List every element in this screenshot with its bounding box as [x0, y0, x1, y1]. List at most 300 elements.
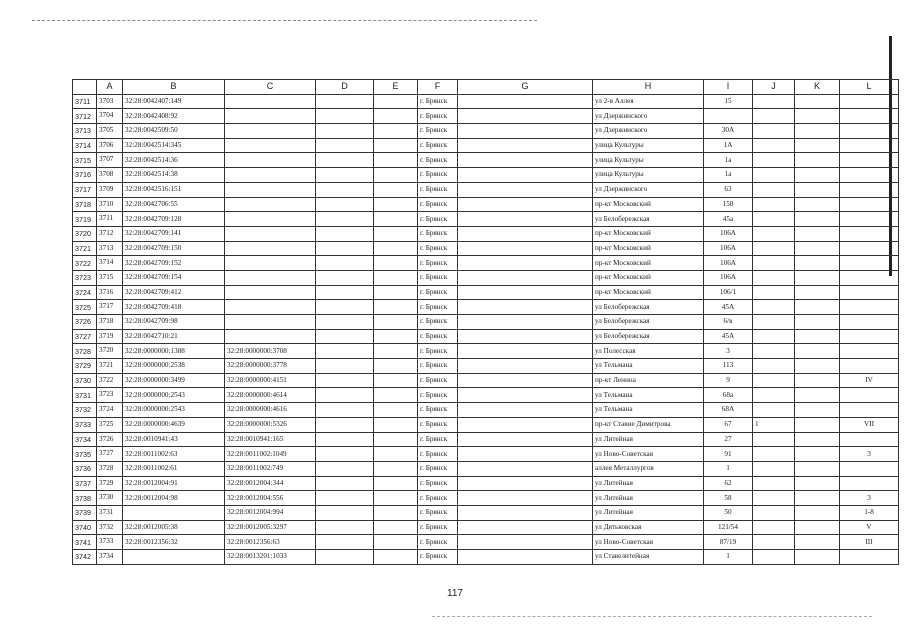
- cell-j[interactable]: [753, 212, 795, 227]
- cell-a[interactable]: 3730: [97, 491, 123, 506]
- cell-h[interactable]: ул Дзержинского: [593, 124, 704, 139]
- cell-l[interactable]: [840, 300, 899, 315]
- cell-j[interactable]: [753, 300, 795, 315]
- cell-i[interactable]: 1а: [704, 153, 753, 168]
- cell-g[interactable]: [458, 505, 593, 520]
- cell-g[interactable]: [458, 535, 593, 550]
- cell-l[interactable]: 1-8: [840, 505, 899, 520]
- cell-e[interactable]: [374, 491, 418, 506]
- cell-j[interactable]: [753, 550, 795, 565]
- cell-j[interactable]: [753, 388, 795, 403]
- cell-g[interactable]: [458, 109, 593, 124]
- cell-h[interactable]: улица Культуры: [593, 153, 704, 168]
- cell-b[interactable]: 32:28:0011002:61: [123, 461, 225, 476]
- cell-e[interactable]: [374, 109, 418, 124]
- cell-j[interactable]: [753, 226, 795, 241]
- cell-l[interactable]: [840, 359, 899, 374]
- cell-e[interactable]: [374, 520, 418, 535]
- cell-c[interactable]: [225, 212, 316, 227]
- cell-h[interactable]: ул Дзержинского: [593, 109, 704, 124]
- cell-b[interactable]: 32:28:0000000:2543: [123, 403, 225, 418]
- cell-e[interactable]: [374, 212, 418, 227]
- cell-i[interactable]: 63: [704, 182, 753, 197]
- cell-i[interactable]: 106/1: [704, 285, 753, 300]
- cell-a[interactable]: 3720: [97, 344, 123, 359]
- cell-e[interactable]: [374, 94, 418, 109]
- cell-k[interactable]: [795, 182, 840, 197]
- cell-e[interactable]: [374, 168, 418, 183]
- row-number-cell[interactable]: 3728: [73, 344, 97, 359]
- cell-b[interactable]: 32:28:0042709:412: [123, 285, 225, 300]
- cell-c[interactable]: [225, 153, 316, 168]
- cell-h[interactable]: ул Тельмана: [593, 388, 704, 403]
- cell-j[interactable]: [753, 285, 795, 300]
- cell-i[interactable]: 3: [704, 344, 753, 359]
- row-number-cell[interactable]: 3714: [73, 138, 97, 153]
- cell-g[interactable]: [458, 344, 593, 359]
- cell-l[interactable]: [840, 153, 899, 168]
- cell-f[interactable]: г. Брянск: [418, 124, 458, 139]
- cell-i[interactable]: 150: [704, 197, 753, 212]
- cell-b[interactable]: 32:28:0012004:98: [123, 491, 225, 506]
- cell-d[interactable]: [316, 168, 374, 183]
- column-header[interactable]: I: [704, 80, 753, 95]
- cell-c[interactable]: [225, 315, 316, 330]
- cell-l[interactable]: [840, 212, 899, 227]
- cell-l[interactable]: [840, 388, 899, 403]
- cell-h[interactable]: ул Дятьковская: [593, 520, 704, 535]
- cell-a[interactable]: 3714: [97, 256, 123, 271]
- cell-a[interactable]: 3719: [97, 329, 123, 344]
- cell-h[interactable]: ул Литейная: [593, 505, 704, 520]
- cell-h[interactable]: ул Дзержинского: [593, 182, 704, 197]
- cell-b[interactable]: 32:28:0012004:91: [123, 476, 225, 491]
- row-number-cell[interactable]: 3717: [73, 182, 97, 197]
- cell-d[interactable]: [316, 226, 374, 241]
- row-number-cell[interactable]: 3718: [73, 197, 97, 212]
- cell-b[interactable]: 32:28:0010941:43: [123, 432, 225, 447]
- cell-g[interactable]: [458, 550, 593, 565]
- cell-d[interactable]: [316, 344, 374, 359]
- cell-k[interactable]: [795, 300, 840, 315]
- cell-a[interactable]: 3707: [97, 153, 123, 168]
- cell-h[interactable]: пр-кт Московский: [593, 226, 704, 241]
- cell-l[interactable]: [840, 182, 899, 197]
- row-number-cell[interactable]: 3725: [73, 300, 97, 315]
- cell-g[interactable]: [458, 388, 593, 403]
- cell-g[interactable]: [458, 520, 593, 535]
- cell-c[interactable]: [225, 300, 316, 315]
- cell-d[interactable]: [316, 109, 374, 124]
- cell-h[interactable]: ул Литейная: [593, 432, 704, 447]
- cell-e[interactable]: [374, 124, 418, 139]
- cell-i[interactable]: 1: [704, 550, 753, 565]
- cell-d[interactable]: [316, 535, 374, 550]
- cell-k[interactable]: [795, 359, 840, 374]
- cell-i[interactable]: 1А: [704, 138, 753, 153]
- cell-d[interactable]: [316, 550, 374, 565]
- cell-i[interactable]: 62: [704, 476, 753, 491]
- cell-e[interactable]: [374, 315, 418, 330]
- cell-k[interactable]: [795, 344, 840, 359]
- cell-j[interactable]: [753, 359, 795, 374]
- cell-l[interactable]: [840, 241, 899, 256]
- row-number-cell[interactable]: 3722: [73, 256, 97, 271]
- cell-a[interactable]: 3732: [97, 520, 123, 535]
- cell-i[interactable]: 30А: [704, 124, 753, 139]
- cell-f[interactable]: г. Брянск: [418, 241, 458, 256]
- column-header[interactable]: [73, 80, 97, 95]
- cell-i[interactable]: 121/54: [704, 520, 753, 535]
- row-number-cell[interactable]: 3738: [73, 491, 97, 506]
- cell-k[interactable]: [795, 212, 840, 227]
- cell-h[interactable]: ул Ново-Советская: [593, 447, 704, 462]
- cell-a[interactable]: 3729: [97, 476, 123, 491]
- row-number-cell[interactable]: 3731: [73, 388, 97, 403]
- cell-e[interactable]: [374, 373, 418, 388]
- cell-d[interactable]: [316, 520, 374, 535]
- cell-c[interactable]: [225, 256, 316, 271]
- cell-b[interactable]: 32:28:0042709:98: [123, 315, 225, 330]
- cell-j[interactable]: [753, 476, 795, 491]
- row-number-cell[interactable]: 3715: [73, 153, 97, 168]
- cell-c[interactable]: 32:28:0000000:4151: [225, 373, 316, 388]
- row-number-cell[interactable]: 3742: [73, 550, 97, 565]
- cell-l[interactable]: [840, 403, 899, 418]
- cell-k[interactable]: [795, 329, 840, 344]
- column-header[interactable]: L: [840, 80, 899, 95]
- cell-l[interactable]: IV: [840, 373, 899, 388]
- cell-c[interactable]: [225, 329, 316, 344]
- cell-b[interactable]: [123, 505, 225, 520]
- cell-k[interactable]: [795, 550, 840, 565]
- cell-j[interactable]: [753, 505, 795, 520]
- cell-b[interactable]: 32:28:0042709:141: [123, 226, 225, 241]
- cell-h[interactable]: ул 2-я Аллея: [593, 94, 704, 109]
- row-number-cell[interactable]: 3734: [73, 432, 97, 447]
- cell-i[interactable]: 45А: [704, 329, 753, 344]
- cell-c[interactable]: [225, 270, 316, 285]
- cell-e[interactable]: [374, 300, 418, 315]
- cell-k[interactable]: [795, 432, 840, 447]
- cell-i[interactable]: 45А: [704, 300, 753, 315]
- cell-d[interactable]: [316, 329, 374, 344]
- cell-j[interactable]: [753, 168, 795, 183]
- cell-e[interactable]: [374, 461, 418, 476]
- cell-j[interactable]: [753, 432, 795, 447]
- cell-c[interactable]: 32:28:0010941:165: [225, 432, 316, 447]
- cell-f[interactable]: г. Брянск: [418, 153, 458, 168]
- cell-g[interactable]: [458, 373, 593, 388]
- cell-f[interactable]: г. Брянск: [418, 138, 458, 153]
- cell-j[interactable]: [753, 461, 795, 476]
- cell-f[interactable]: г. Брянск: [418, 270, 458, 285]
- cell-j[interactable]: [753, 491, 795, 506]
- cell-d[interactable]: [316, 403, 374, 418]
- cell-d[interactable]: [316, 138, 374, 153]
- cell-k[interactable]: [795, 124, 840, 139]
- cell-l[interactable]: [840, 285, 899, 300]
- cell-j[interactable]: [753, 403, 795, 418]
- cell-d[interactable]: [316, 197, 374, 212]
- cell-a[interactable]: 3715: [97, 270, 123, 285]
- cell-b[interactable]: 32:28:0042710:21: [123, 329, 225, 344]
- cell-g[interactable]: [458, 285, 593, 300]
- cell-a[interactable]: 3704: [97, 109, 123, 124]
- cell-a[interactable]: 3725: [97, 417, 123, 432]
- cell-d[interactable]: [316, 417, 374, 432]
- cell-f[interactable]: г. Брянск: [418, 461, 458, 476]
- cell-e[interactable]: [374, 153, 418, 168]
- cell-f[interactable]: г. Брянск: [418, 432, 458, 447]
- cell-f[interactable]: г. Брянск: [418, 329, 458, 344]
- cell-h[interactable]: ул Литейная: [593, 476, 704, 491]
- cell-a[interactable]: 3727: [97, 447, 123, 462]
- cell-f[interactable]: г. Брянск: [418, 197, 458, 212]
- cell-c[interactable]: 32:28:0011002:1049: [225, 447, 316, 462]
- cell-k[interactable]: [795, 285, 840, 300]
- cell-a[interactable]: 3705: [97, 124, 123, 139]
- cell-h[interactable]: ул Ставелитейная: [593, 550, 704, 565]
- cell-b[interactable]: [123, 550, 225, 565]
- cell-a[interactable]: 3731: [97, 505, 123, 520]
- cell-b[interactable]: 32:28:0042514:38: [123, 168, 225, 183]
- cell-f[interactable]: г. Брянск: [418, 373, 458, 388]
- cell-e[interactable]: [374, 197, 418, 212]
- cell-j[interactable]: [753, 315, 795, 330]
- cell-g[interactable]: [458, 168, 593, 183]
- cell-k[interactable]: [795, 153, 840, 168]
- cell-f[interactable]: г. Брянск: [418, 285, 458, 300]
- cell-e[interactable]: [374, 344, 418, 359]
- cell-g[interactable]: [458, 476, 593, 491]
- cell-k[interactable]: [795, 241, 840, 256]
- cell-d[interactable]: [316, 388, 374, 403]
- cell-l[interactable]: [840, 461, 899, 476]
- cell-c[interactable]: [225, 226, 316, 241]
- cell-d[interactable]: [316, 285, 374, 300]
- cell-i[interactable]: 1: [704, 461, 753, 476]
- cell-j[interactable]: [753, 153, 795, 168]
- cell-l[interactable]: [840, 329, 899, 344]
- cell-d[interactable]: [316, 447, 374, 462]
- cell-a[interactable]: 3726: [97, 432, 123, 447]
- cell-b[interactable]: 32:28:0042709:152: [123, 256, 225, 271]
- cell-h[interactable]: ул Ново-Советская: [593, 535, 704, 550]
- cell-f[interactable]: г. Брянск: [418, 168, 458, 183]
- cell-b[interactable]: 32:28:0042709:418: [123, 300, 225, 315]
- cell-g[interactable]: [458, 256, 593, 271]
- cell-d[interactable]: [316, 359, 374, 374]
- cell-h[interactable]: пр-кт Московский: [593, 270, 704, 285]
- cell-k[interactable]: [795, 138, 840, 153]
- cell-f[interactable]: г. Брянск: [418, 491, 458, 506]
- row-number-cell[interactable]: 3712: [73, 109, 97, 124]
- cell-e[interactable]: [374, 359, 418, 374]
- cell-b[interactable]: 32:28:0042408:92: [123, 109, 225, 124]
- cell-k[interactable]: [795, 417, 840, 432]
- row-number-cell[interactable]: 3721: [73, 241, 97, 256]
- cell-g[interactable]: [458, 153, 593, 168]
- cell-c[interactable]: [225, 285, 316, 300]
- cell-l[interactable]: [840, 124, 899, 139]
- row-number-cell[interactable]: 3724: [73, 285, 97, 300]
- cell-l[interactable]: [840, 344, 899, 359]
- cell-h[interactable]: ул Тельмана: [593, 403, 704, 418]
- cell-g[interactable]: [458, 461, 593, 476]
- cell-g[interactable]: [458, 212, 593, 227]
- cell-j[interactable]: [753, 241, 795, 256]
- cell-f[interactable]: г. Брянск: [418, 300, 458, 315]
- cell-a[interactable]: 3708: [97, 168, 123, 183]
- cell-c[interactable]: [225, 138, 316, 153]
- cell-l[interactable]: [840, 197, 899, 212]
- cell-f[interactable]: г. Брянск: [418, 212, 458, 227]
- cell-l[interactable]: V: [840, 520, 899, 535]
- cell-b[interactable]: 32:28:0042509:50: [123, 124, 225, 139]
- cell-c[interactable]: 32:28:0013201:1033: [225, 550, 316, 565]
- cell-g[interactable]: [458, 359, 593, 374]
- row-number-cell[interactable]: 3732: [73, 403, 97, 418]
- cell-l[interactable]: 3: [840, 447, 899, 462]
- row-number-cell[interactable]: 3733: [73, 417, 97, 432]
- cell-f[interactable]: г. Брянск: [418, 109, 458, 124]
- cell-d[interactable]: [316, 212, 374, 227]
- cell-d[interactable]: [316, 315, 374, 330]
- cell-f[interactable]: г. Брянск: [418, 315, 458, 330]
- cell-f[interactable]: г. Брянск: [418, 226, 458, 241]
- cell-j[interactable]: [753, 138, 795, 153]
- cell-e[interactable]: [374, 417, 418, 432]
- cell-g[interactable]: [458, 300, 593, 315]
- cell-a[interactable]: 3723: [97, 388, 123, 403]
- cell-g[interactable]: [458, 315, 593, 330]
- cell-i[interactable]: 67: [704, 417, 753, 432]
- cell-j[interactable]: [753, 256, 795, 271]
- cell-j[interactable]: 1: [753, 417, 795, 432]
- cell-f[interactable]: г. Брянск: [418, 447, 458, 462]
- cell-i[interactable]: [704, 109, 753, 124]
- cell-e[interactable]: [374, 447, 418, 462]
- cell-a[interactable]: 3709: [97, 182, 123, 197]
- cell-a[interactable]: 3717: [97, 300, 123, 315]
- cell-b[interactable]: 32:28:0000000:3499: [123, 373, 225, 388]
- cell-j[interactable]: [753, 94, 795, 109]
- cell-a[interactable]: 3722: [97, 373, 123, 388]
- cell-f[interactable]: г. Брянск: [418, 94, 458, 109]
- cell-e[interactable]: [374, 329, 418, 344]
- cell-a[interactable]: 3728: [97, 461, 123, 476]
- cell-k[interactable]: [795, 491, 840, 506]
- cell-c[interactable]: [225, 197, 316, 212]
- cell-k[interactable]: [795, 197, 840, 212]
- cell-b[interactable]: 32:28:0000000:2543: [123, 388, 225, 403]
- row-number-cell[interactable]: 3740: [73, 520, 97, 535]
- cell-b[interactable]: 32:28:0042514:345: [123, 138, 225, 153]
- cell-e[interactable]: [374, 285, 418, 300]
- cell-d[interactable]: [316, 432, 374, 447]
- cell-i[interactable]: 106А: [704, 241, 753, 256]
- cell-c[interactable]: 32:28:0000000:3708: [225, 344, 316, 359]
- column-header[interactable]: H: [593, 80, 704, 95]
- cell-e[interactable]: [374, 256, 418, 271]
- cell-g[interactable]: [458, 403, 593, 418]
- cell-k[interactable]: [795, 168, 840, 183]
- cell-l[interactable]: 3: [840, 491, 899, 506]
- row-number-cell[interactable]: 3713: [73, 124, 97, 139]
- cell-d[interactable]: [316, 373, 374, 388]
- cell-i[interactable]: 1а: [704, 168, 753, 183]
- cell-g[interactable]: [458, 138, 593, 153]
- cell-c[interactable]: [225, 168, 316, 183]
- cell-h[interactable]: ул Полесская: [593, 344, 704, 359]
- cell-a[interactable]: 3716: [97, 285, 123, 300]
- column-header[interactable]: C: [225, 80, 316, 95]
- cell-b[interactable]: 32:28:0000000:1388: [123, 344, 225, 359]
- cell-b[interactable]: 32:28:0042407:149: [123, 94, 225, 109]
- cell-a[interactable]: 3710: [97, 197, 123, 212]
- cell-g[interactable]: [458, 94, 593, 109]
- cell-k[interactable]: [795, 447, 840, 462]
- cell-f[interactable]: г. Брянск: [418, 520, 458, 535]
- cell-d[interactable]: [316, 476, 374, 491]
- cell-a[interactable]: 3713: [97, 241, 123, 256]
- cell-i[interactable]: 68А: [704, 403, 753, 418]
- cell-c[interactable]: [225, 124, 316, 139]
- cell-k[interactable]: [795, 270, 840, 285]
- cell-c[interactable]: 32:28:0012004:344: [225, 476, 316, 491]
- cell-c[interactable]: [225, 182, 316, 197]
- cell-k[interactable]: [795, 388, 840, 403]
- cell-g[interactable]: [458, 432, 593, 447]
- cell-k[interactable]: [795, 315, 840, 330]
- cell-e[interactable]: [374, 226, 418, 241]
- cell-k[interactable]: [795, 94, 840, 109]
- column-header[interactable]: A: [97, 80, 123, 95]
- cell-f[interactable]: г. Брянск: [418, 403, 458, 418]
- cell-i[interactable]: 9: [704, 373, 753, 388]
- cell-c[interactable]: 32:28:0000000:5326: [225, 417, 316, 432]
- cell-c[interactable]: [225, 94, 316, 109]
- cell-e[interactable]: [374, 432, 418, 447]
- cell-j[interactable]: [753, 182, 795, 197]
- cell-k[interactable]: [795, 373, 840, 388]
- cell-c[interactable]: [225, 109, 316, 124]
- cell-j[interactable]: [753, 109, 795, 124]
- cell-h[interactable]: ул Литейная: [593, 491, 704, 506]
- cell-j[interactable]: [753, 329, 795, 344]
- cell-e[interactable]: [374, 182, 418, 197]
- cell-e[interactable]: [374, 138, 418, 153]
- cell-b[interactable]: 32:28:0042706:55: [123, 197, 225, 212]
- row-number-cell[interactable]: 3716: [73, 168, 97, 183]
- cell-l[interactable]: [840, 226, 899, 241]
- cell-g[interactable]: [458, 124, 593, 139]
- row-number-cell[interactable]: 3741: [73, 535, 97, 550]
- row-number-cell[interactable]: 3739: [73, 505, 97, 520]
- cell-g[interactable]: [458, 447, 593, 462]
- cell-f[interactable]: г. Брянск: [418, 476, 458, 491]
- cell-e[interactable]: [374, 388, 418, 403]
- cell-l[interactable]: [840, 476, 899, 491]
- cell-d[interactable]: [316, 270, 374, 285]
- cell-i[interactable]: 50: [704, 505, 753, 520]
- cell-h[interactable]: ул Белобережская: [593, 300, 704, 315]
- cell-f[interactable]: г. Брянск: [418, 359, 458, 374]
- cell-h[interactable]: ул Белобережская: [593, 315, 704, 330]
- cell-g[interactable]: [458, 182, 593, 197]
- cell-a[interactable]: 3724: [97, 403, 123, 418]
